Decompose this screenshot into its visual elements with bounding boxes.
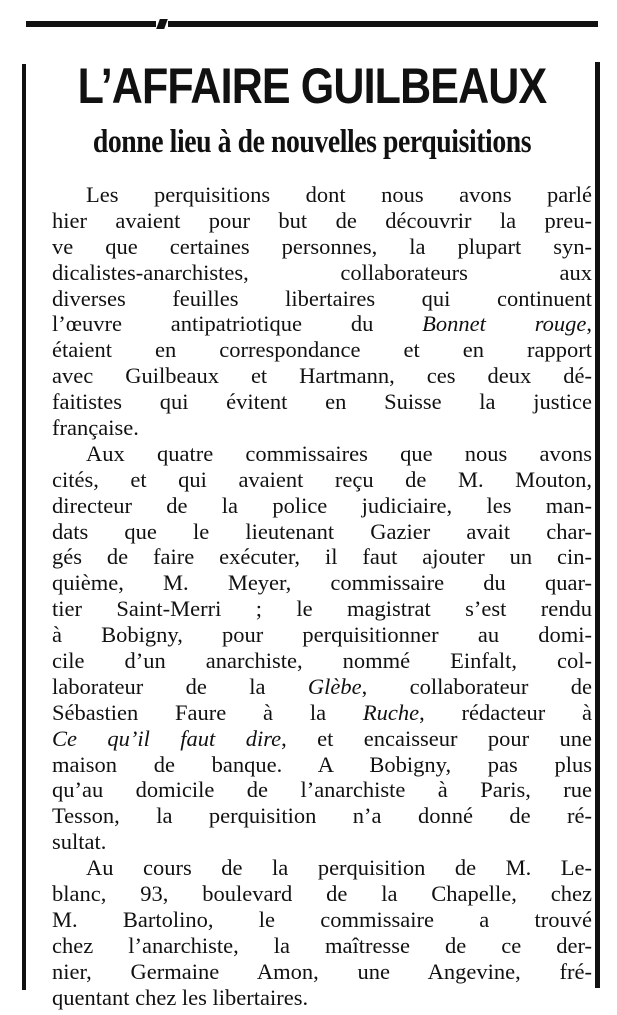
text-line: diverses feuilles libertaires qui continuent [52, 285, 592, 311]
text-line: directeur de la police judiciaire, les man- [52, 492, 592, 518]
right-column-rule [595, 62, 600, 988]
text-line: Sébastien Faure à la Ruche, rédacteur à [52, 699, 593, 725]
paragraph-2 [52, 441, 592, 855]
top-rule-notch [156, 19, 168, 29]
text-line: ve que certaines personnes, la plupart syn- [52, 233, 592, 259]
text-line: blanc, 93, boulevard de la Chapelle, chez [52, 881, 592, 907]
text-line: Les perquisitions dont nous avons parlé [86, 182, 592, 207]
top-rule [26, 17, 598, 35]
text-line: étaient en correspondance et en rapport [52, 337, 592, 363]
text-line: tier Saint-Merri ; le magistrat s’est rendu [52, 596, 592, 622]
top-rule-right-bar [168, 21, 598, 27]
text-line: quentant chez les libertaires. [52, 984, 309, 1010]
text-line: française. [52, 415, 139, 441]
text-line: qu’au domicile de l’anarchiste à Paris, rue [52, 777, 592, 803]
text-line: chez l’anarchiste, la maîtresse de ce der- [52, 932, 592, 958]
paragraph-3 [52, 855, 592, 1010]
text-line: sultat. [52, 829, 107, 855]
headline: L’AFFAIRE GUILBEAUX [77, 58, 547, 114]
top-rule-left-bar [26, 21, 156, 27]
text-line: dats que le lieutenant Gazier avait char- [52, 518, 592, 544]
article-body [52, 182, 592, 1011]
text-line: dicalistes-anarchistes, collaborateurs aux [52, 259, 592, 285]
text-line: cile d’un anarchiste, nommé Einfalt, col- [52, 648, 592, 674]
text-line: maison de banque. A Bobigny, pas plus [52, 751, 592, 777]
subheadline: donne lieu à de nouvelles perquisitions [92, 124, 532, 160]
text-line: laborateur de la Glèbe, collaborateur de [52, 673, 593, 699]
text-line: faitistes qui évitent en Suisse la justice [52, 389, 592, 415]
text-line: Tesson, la perquisition n’a donné de ré- [52, 803, 592, 829]
text-line: hier avaient pour but de découvrir la preu- [52, 207, 592, 233]
paragraph-1 [52, 182, 592, 441]
text-line: Au cours de la perquisition de M. Le- [86, 855, 592, 881]
text-line: avec Guilbeaux et Hartmann, ces deux dé- [52, 363, 592, 389]
text-line: quième, M. Meyer, commissaire du quar- [52, 570, 592, 596]
text-line: cités, et qui avaient reçu de M. Mouton, [52, 466, 592, 492]
text-line: l’œuvre antipatriotique du Bonnet rouge, [52, 311, 592, 337]
text-line: nier, Germaine Amon, une Angevine, fré- [52, 958, 592, 984]
text-line: Ce qu’il faut dire, et encaisseur pour une [52, 725, 593, 751]
text-line: à Bobigny, pour perquisitionner au domi- [52, 622, 592, 648]
text-line: Aux quatre commissaires que nous avons [86, 440, 592, 466]
left-column-rule [22, 64, 26, 990]
text-line: gés de faire exécuter, il faut ajouter un cin- [52, 544, 592, 570]
text-line: M. Bartolino, le commissaire a trouvé [52, 906, 592, 932]
